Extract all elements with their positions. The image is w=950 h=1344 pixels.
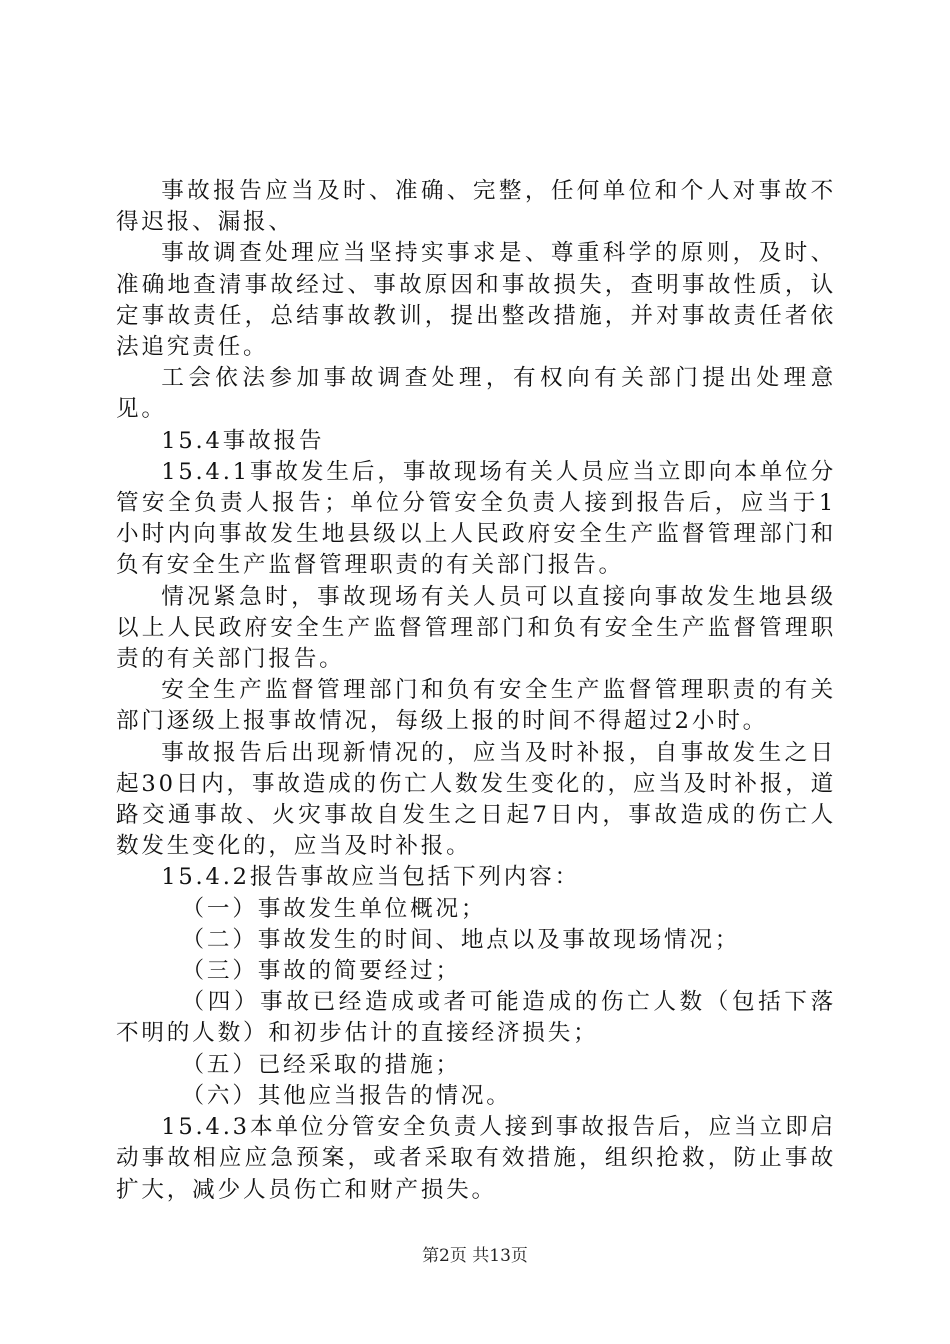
list-item-6: （六）其他应当报告的情况。 bbox=[181, 1082, 512, 1109]
paragraph-union-participation: 工会依法参加事故调查处理，有权向有关部门提出处理意见。 bbox=[116, 365, 836, 423]
paragraph-15-4-3: 15.4.3本单位分管安全负责人接到事故报告后，应当立即启动事故相应应急预案，或者采取有效措施，组织抢救，防止事故扩大，减少人员伤亡和财产损失。 bbox=[116, 1114, 836, 1203]
list-item-5: （五）已经采取的措施； bbox=[181, 1051, 461, 1078]
section-heading-15-4: 15.4事故报告 bbox=[161, 427, 325, 454]
list-item-1: （一）事故发生单位概况； bbox=[181, 895, 487, 922]
paragraph-escalation: 安全生产监督管理部门和负有安全生产监督管理职责的有关部门逐级上报事故情况，每级上报的时间不得超过2小时。 bbox=[116, 677, 836, 735]
list-item-3: （三）事故的简要经过； bbox=[181, 958, 461, 985]
paragraph-15-4-1: 15.4.1事故发生后，事故现场有关人员应当立即向本单位分管安全负责人报告；单位分管安全负责人接到报告后，应当于1小时内向事故发生地县级以上人民政府安全生产监督管理部门和负有安全生产监督管理职责的有关部门报告。 bbox=[116, 458, 836, 579]
paragraph-investigation-principles: 事故调查处理应当坚持实事求是、尊重科学的原则，及时、准确地查清事故经过、事故原因和事故损失，查明事故性质，认定事故责任，总结事故教训，提出整改措施，并对事故责任者依法追究责任。 bbox=[116, 240, 836, 361]
paragraph-emergency-reporting: 情况紧急时，事故现场有关人员可以直接向事故发生地县级以上人民政府安全生产监督管理部门和负有安全生产监督管理职责的有关部门报告。 bbox=[116, 583, 836, 673]
list-item-2: （二）事故发生的时间、地点以及事故现场情况； bbox=[181, 926, 741, 953]
list-item-4: （四）事故已经造成或者可能造成的伤亡人数（包括下落不明的人数）和初步估计的直接经济损失； bbox=[116, 989, 836, 1047]
paragraph-report-requirements: 事故报告应当及时、准确、完整，任何单位和个人对事故不得迟报、漏报、 bbox=[116, 178, 836, 236]
paragraph-15-4-2: 15.4.2报告事故应当包括下列内容： bbox=[161, 864, 580, 891]
paragraph-supplementary-report: 事故报告后出现新情况的，应当及时补报，自事故发生之日起30日内，事故造成的伤亡人数发生变化的，应当及时补报，道路交通事故、火灾事故自发生之日起7日内，事故造成的伤亡人数发生变化的，应当及时补报。 bbox=[116, 739, 836, 860]
page-footer: 第2页 共13页 bbox=[422, 1246, 528, 1266]
document-body bbox=[116, 176, 836, 1206]
